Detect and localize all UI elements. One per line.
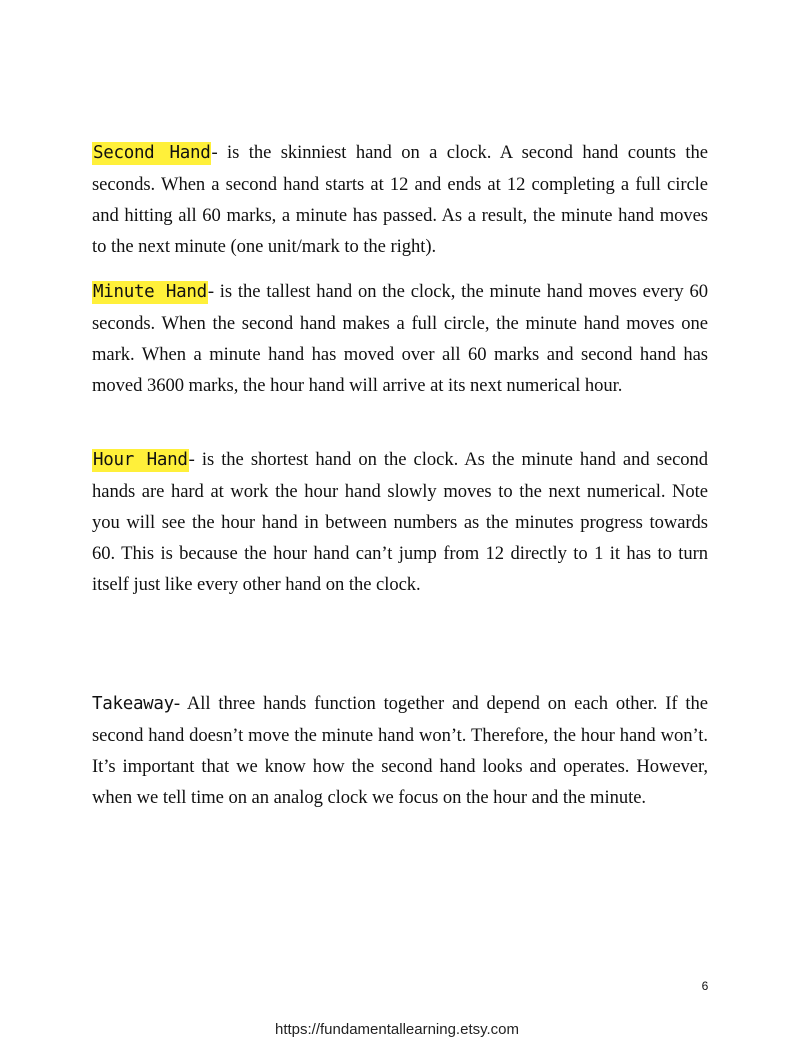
footer-url: https://fundamentallearning.etsy.com [274,1021,520,1038]
term-hour-hand: Hour Hand [93,450,188,470]
term-takeaway: Takeaway [92,694,174,714]
definition-second-hand: - is the skinniest hand on a clock. A second hand counts the seconds. When a second hand starts at 12 and ends at 12 completing a full circle and hitting all 60 marks, a minute has passed. As a result, the minute hand moves to the next minute (one unit/mark to the right). [92,142,708,257]
paragraph-takeaway [92,688,708,813]
page-number: 6 [701,979,709,993]
paragraph-minute-hand [92,276,708,401]
paragraph-second-hand [92,137,708,262]
term-second-hand: Second Hand [93,143,211,163]
term-minute-hand: Minute Hand [93,282,207,302]
definition-minute-hand: - is the tallest hand on the clock, the minute hand moves every 60 seconds. When the second hand makes a full circle, the minute hand moves one mark. When a minute hand has moved over all 60 marks and second hand has moved 3600 marks, the hour hand will arrive at its next numerical hour. [92,281,708,396]
definition-hour-hand: - is the shortest hand on the clock. As the minute hand and second hands are hard at work the hour hand slowly moves to the next numerical. Note you will see the hour hand in between numbers as the minutes progress towards 60. This is because the hour hand can’t jump from 12 directly to 1 it has to turn itself just like every other hand on the clock. [92,449,709,595]
definition-takeaway: - All three hands function together and depend on each other. If the second hand doesn’t move the minute hand won’t. Therefore, the hour hand won’t. It’s important that we know how the second hand looks and operates. However, when we tell time on an analog clock we focus on the hour and the minute. [92,693,708,808]
paragraph-hour-hand [92,444,708,600]
